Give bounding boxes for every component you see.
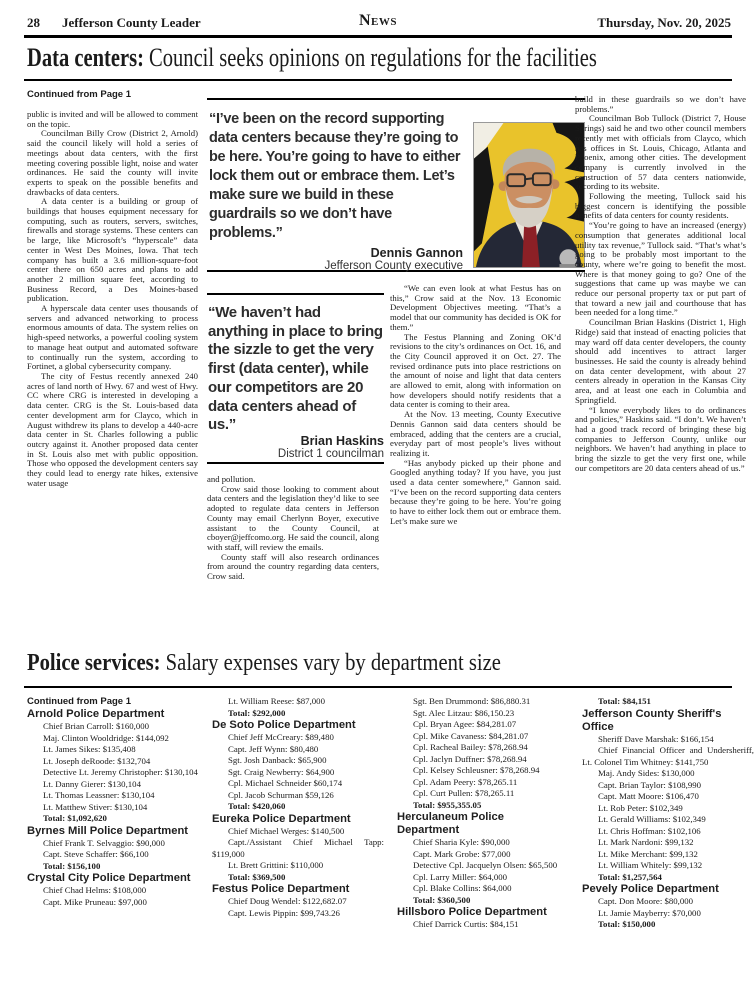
salary-line: Lt. Gerald Williams: $102,349 [598,814,706,824]
salary-line: Lt. James Sikes: $135,408 [43,744,136,754]
salary-line: Lt. Jamie Mayberry: $70,000 [598,907,701,918]
salary-line: Cpl. Jacob Schurman $59,126 [228,789,334,800]
salary-line: Capt. Lewis Pippin: $99,743.26 [228,907,340,918]
salary-line: Chief Sharia Kyle: $90,000 [413,837,510,847]
body-paragraph: The city of Festus recently annexed 240 acres of land north of Hwy. 67 and west of Hwy. CC where CRG is interested in developing a data center. CRG is the St. Louis-based data center development arm for Clayco, which in August withdrew its plans to develop a 440-acre data center in St. Charles following a public outcry against it. Another proposed data center in St. Louis also met with public opposition. Those who opposed the development centers say they could lead to energy rate hikes, extensive water usage [27,370,198,488]
salary-line: Lt. Joseph deRoode: $132,704 [43,755,151,766]
salary-total: Total: $1,257,564 [598,871,662,882]
article-column-4 [575,95,746,473]
salary-line: Sgt. Alec Litzau: $86,150.23 [413,707,515,718]
masthead-rule [24,35,732,38]
salary-line: Chief Michael Werges: $140,500 [228,825,345,836]
department-heading: Arnold Police Department [27,708,165,720]
salary-column-2 [212,696,384,919]
salary-line: Lt. Mark Nardoni: $99,132 [598,837,694,847]
continued-from-label: Continued from Page 1 [27,89,131,100]
department-heading: Jefferson County Sheriff's Office [582,707,722,733]
salary-line: Chief Frank T. Selvaggio: $90,000 [43,837,165,848]
body-paragraph: The Festus Planning and Zoning OK’d revisions to the city’s ordinances on Oct. 16, and the City Council approved it on Oct. 27. The revised ordinance puts into place restrictions on the amount of noise and light that data centers are allowed to emit, along with information on how developers should notify residents that a data center is coming to their area. [390,331,561,410]
salary-line: Sgt. Craig Newberry: $64,900 [228,766,335,777]
salary-total: Total: $292,000 [228,707,286,718]
salary-total: Total: $1,092,620 [43,813,107,823]
quote-speaker-title: District 1 councilman [277,448,384,460]
department-heading: De Soto Police Department [212,719,356,731]
department-heading: Herculaneum Police Department [397,811,504,836]
salary-line: Sgt. Josh Danback: $65,900 [228,755,327,765]
salary-line: Lt. Thomas Leassner: $130,104 [43,790,155,800]
salary-line: Lt. Rob Peter: $102,349 [598,802,683,813]
department-heading: Festus Police Department [212,883,350,895]
salary-total: Total: $156,100 [43,860,101,871]
pull-quote-gannon [207,98,585,272]
body-paragraph: Following the meeting, Tullock said his biggest concern is identifying the possible benefits of data centers for county residents. [575,191,746,221]
issue-date: Thursday, Nov. 20, 2025 [597,15,731,30]
salary-total: Total: $360,500 [413,894,471,905]
department-heading: Hillsboro Police Department [397,906,547,918]
salary-line: Chief Chad Helms: $108,000 [43,885,147,895]
paper-name: Jefferson County Leader [62,15,201,30]
department-heading: Pevely Police Department [582,883,719,895]
salary-column-1 [27,696,199,908]
salary-total: Total: $84,151 [598,696,651,706]
salary-line: Capt. Brian Taylor: $108,990 [598,779,702,790]
salary-line: Lt. Chris Hoffman: $102,106 [598,825,701,836]
body-paragraph: Councilman Brian Haskins (District 1, High Ridge) said that instead of enacting policies that may ward off data center developers, the county should add incentives to attract larger businesses. He said the county is already behind on data center development, with about 27 centers already in operation in the Kansas City area, and at least one each in Columbia and Springfield. [575,317,746,405]
headline-kicker: Data centers: [27,43,144,72]
headline-rule [24,79,732,81]
salary-line: Chief Doug Wendel: $122,682.07 [228,896,347,906]
salary-line: Cpl. Adam Peery: $78,265.11 [413,776,518,787]
salary-line: Detective Lt. Jeremy Christopher: $130,104 [43,767,198,777]
headline-kicker: Police services: [27,650,161,676]
salary-line: Lt. William Reese: $87,000 [228,696,325,706]
page-number: 28 [27,15,40,30]
body-paragraph: “We can even look at what Festus has on this,” Crow said at the Nov. 13 Economic Development Objectives meeting. “That’s a model that our community has decided is OK for them.” [390,283,561,332]
salary-line: Sheriff Dave Marshak: $166,154 [598,733,714,744]
salary-line: Lt. Mike Merchant: $99,132 [598,848,698,859]
body-paragraph: “You’re going to have an increased (energy) consumption that generates additional local utility tax revenue,” Tullock said. “That’s what’s going to be probably most important to the county, where we’re going to benefit the most. Where is that money going to go? One of the suggestions that came up was maybe we can reduce our personal property tax or put part of that toward a new jail and courthouse that has been needed for a long time.” [575,220,746,318]
salary-line: Cpl. Racheal Bailey: $78,268.94 [413,742,528,752]
salary-line: Maj. Andy Sides: $130,000 [598,768,695,778]
salary-line: Maj. Clinton Wooldridge: $144,092 [43,732,169,743]
police-services-headline [27,648,578,678]
department-heading: Byrnes Mill Police Department [27,824,189,837]
salary-line: Chief Financial Officer and Undersheriff, Lt. Colonel Tim Whitney: $141,750 [582,745,754,767]
body-paragraph: Crow said those looking to comment about data centers and the legislation they’d like to see adopted to regulate data centers in Jefferson County may email Cherlynn Boyer, executive assistant to the County Council, at cboyer@jeffcomo.org. He said the council, along with staff, will review the emails. [207,483,379,552]
salary-line: Capt. Don Moore: $80,000 [598,896,694,906]
salary-line: Cpl. Bryan Agee: $84,281.07 [413,719,517,729]
salary-line: Cpl. Curt Pullen: $78,265.11 [413,788,515,798]
section-title: News [358,12,397,29]
body-paragraph: Councilman Billy Crow (District 2, Arnold) said the council likely will hold a series of meetings about data centers, with the first meeting covering possible light, noise and water ordinances. He said the county will invite experts to speak on the possible benefits and drawbacks of data centers. [27,128,198,197]
salary-line: Cpl. Jaclyn Duffner: $78,268.94 [413,753,527,764]
portrait-illustration [474,123,584,267]
department-heading: Eureka Police Department [212,812,351,825]
salary-line: Capt./Assistant Chief Michael Tapp: $119,000 [212,837,384,859]
continued-from-label: Continued from Page 1 [27,696,131,707]
salary-line: Lt. Matthew Stiver: $130,104 [43,801,148,812]
salary-line: Chief Brian Carroll: $160,000 [43,721,150,731]
headline-rule [24,686,732,688]
pull-quote-text: “I’ve been on the record supporting data centers because they’re going to be here. You’re going to have to either lock them out or embrace them. Let’s make sure we build in these guardrails so we don’t have problems.” [209,111,461,241]
pull-quote-haskins [207,293,384,464]
pull-quote-attribution [207,246,463,273]
salary-line: Capt. Jeff Wynn: $80,480 [228,743,319,754]
salary-line: Sgt. Ben Drummond: $86,880.31 [413,696,531,706]
salary-line: Capt. Steve Schaffer: $66,100 [43,849,149,859]
body-paragraph: and pollution. [207,474,256,484]
body-paragraph: “Has anybody picked up their phone and Googled anything today? If you have, you just used a data center somewhere,” Gannon said. “I’ve been on the record supporting data centers because they’re going to be here. You’re going to have to either lock them out or embrace them. Let’s make sure we [390,457,561,526]
body-paragraph: build in these guardrails so we don’t have problems.” [575,94,746,114]
salary-total: Total: $150,000 [598,919,656,929]
body-paragraph: Councilman Bob Tullock (District 7, House Springs) said he and two other council members recently met with officials from Clayco, which has offices in St. Louis, Chicago, Atlanta and Phoenix, among other cities. The development company is currently involved in the construction of 57 data centers nationwide, according to its website. [575,113,746,192]
salary-line: Capt. Matt Moore: $106,470 [598,791,699,801]
body-paragraph: A hyperscale data center uses thousands of servers and advanced networking to process enormous amounts of data. The system relies on high-speed networks, a powerful cooling system to manage heat output and automated software to continually run the system, according to Fortinet, a global cybersecurity company. [27,303,198,372]
headline-deck: Salary expenses vary by department size [165,650,501,676]
headline-deck: Council seeks opinions on regulations for the facilities [149,43,597,72]
salary-line: Detective Cpl. Jacquelyn Olsen: $65,500 [413,860,558,870]
salary-line: Lt. William Whitely: $99,132 [598,860,703,870]
salary-line: Lt. Brett Grittini: $110,000 [228,860,324,870]
gannon-portrait-photo [473,122,585,268]
article-column-3 [390,284,561,527]
quote-speaker-title: Jefferson County executive [324,260,463,272]
salary-line: Cpl. Larry Miller: $64,000 [413,871,508,882]
salary-total: Total: $420,060 [228,801,286,811]
body-paragraph: County staff will also research ordinances from around the country regarding data centers, Crow said. [207,551,379,582]
data-centers-headline [27,42,748,74]
salary-column-4 [582,696,754,931]
salary-line: Capt. Mike Pruneau: $97,000 [43,896,147,907]
salary-total: Total: $955,355.05 [413,799,482,810]
salary-line: Cpl. Blake Collins: $64,000 [413,883,512,893]
salary-line: Capt. Mark Grobe: $77,000 [413,848,511,859]
salary-line: Lt. Danny Gierer: $130,104 [43,778,141,789]
salary-total: Total: $369,500 [228,871,286,882]
quote-speaker-name: Dennis Gannon [370,246,463,260]
salary-line: Cpl. Mike Cavaness: $84,281.07 [413,730,529,741]
body-paragraph: “I know everybody likes to do ordinances and policies,” Haskins said. “I don’t. We haven’t had a good track record of bringing these big companies to Jefferson County, unlike our neighbors. We haven’t had anything in place to bring the sizzle to get the very first one, while our competitors are 20 data centers ahead of us.” [575,404,746,473]
quote-speaker-name: Brian Haskins [300,434,384,448]
department-heading: Crystal City Police Department [27,872,191,884]
article-column-1 [27,110,198,488]
salary-column-3 [397,696,569,931]
salary-line: Chief Darrick Curtis: $84,151 [413,919,519,929]
body-paragraph: A data center is a building or group of buildings that houses equipment necessary for computing, such as routers, servers, switches, firewalls and storage systems. These centers can be large, like Microsoft’s “hyperscale” data center in West Des Moines, Iowa. That tech company has built a 3.6 million-square-foot center there on 650 acres and plans to add another 2 million square feet, according to Business Record, a Des Moines-based publication. [27,196,198,304]
body-paragraph: At the Nov. 13 meeting, County Executive Dennis Gannon said data centers should be embraced, adding that the centers are a crucial, everyday part of most people’s lives without realizing it. [390,409,561,458]
body-paragraph: public is invited and will be allowed to comment on the topic. [27,109,198,129]
salary-line: Cpl. Kelsey Schleusner: $78,268.94 [413,765,540,775]
article-column-2 [207,475,379,582]
salary-line: Chief Jeff McCreary: $89,480 [228,732,334,742]
salary-line: Cpl. Michael Schneider $60,174 [228,778,343,788]
pull-quote-attribution [207,434,384,461]
pull-quote-text: “We haven’t had anything in place to bring the sizzle to get the very first (data center), while our competitors are 20 data centers ahead of us.” [208,304,383,434]
